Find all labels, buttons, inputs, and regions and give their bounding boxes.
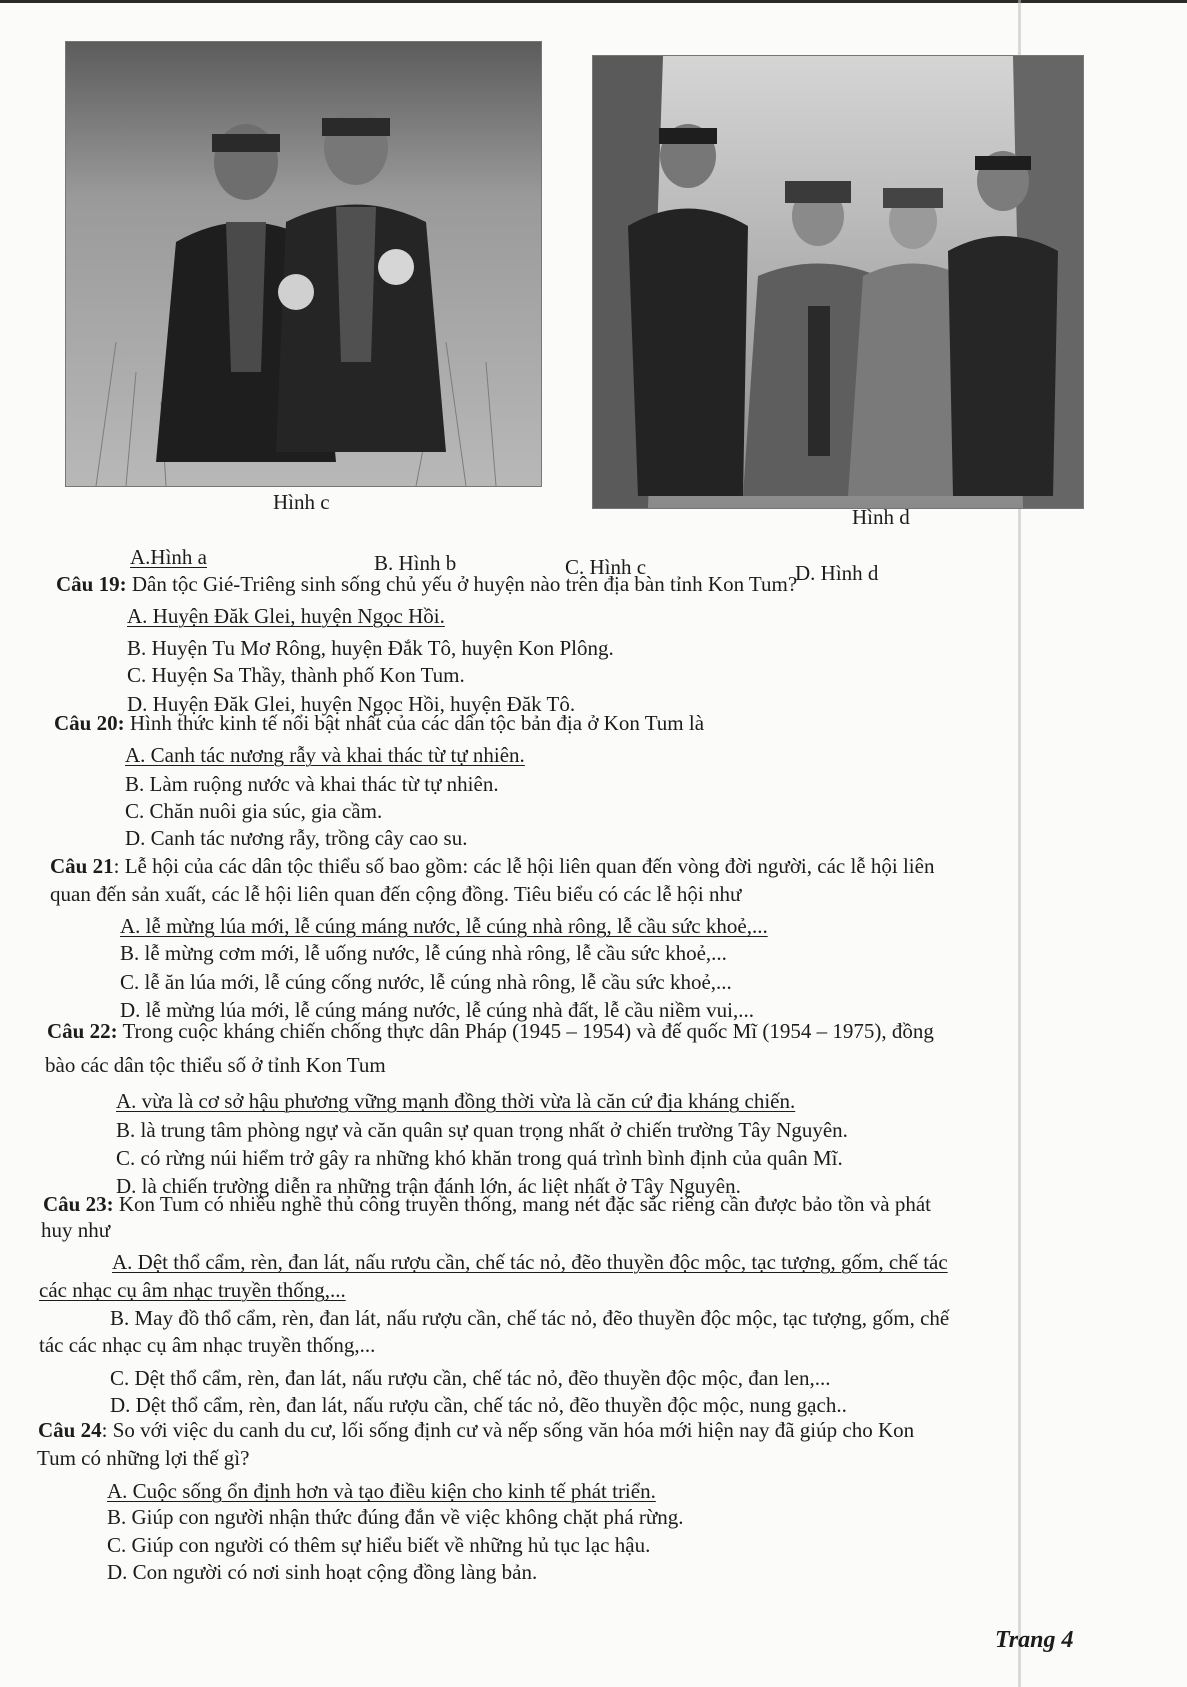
q20-text: Hình thức kinh tế nổi bật nhất của các dân tộc bản địa ở Kon Tum là	[124, 711, 705, 735]
q22-text-1: Trong cuộc kháng chiến chống thực dân Pháp (1945 – 1954) và đế quốc Mĩ (1954 – 1975), đồng	[117, 1019, 934, 1043]
q20-option-a: A. Canh tác nương rẫy và khai thác từ tự nhiên.	[125, 743, 525, 767]
q23-option-d: D. Dệt thổ cẩm, rèn, đan lát, nấu rượu cần, chế tác nỏ, đẽo thuyền độc mộc, nung gạch..	[110, 1393, 847, 1417]
q20-option-d: D. Canh tác nương rẫy, trồng cây cao su.	[125, 826, 468, 850]
q21-label: Câu 21	[50, 854, 114, 878]
q22-option-a: A. vừa là cơ sở hậu phương vững mạnh đồng thời vừa là căn cứ địa kháng chiến.	[116, 1089, 796, 1113]
q24-option-a: A. Cuộc sống ổn định hơn và tạo điều kiện cho kinh tế phát triển.	[107, 1479, 656, 1503]
top-border	[0, 0, 1187, 3]
q24-option-b: B. Giúp con người nhận thức đúng đắn về việc không chặt phá rừng.	[107, 1505, 684, 1529]
q22-option-b: B. là trung tâm phòng ngự và căn quân sự quan trọng nhất ở chiến trường Tây Nguyên.	[116, 1118, 848, 1142]
photo-figure-d	[592, 55, 1084, 509]
q23-stem-line-1	[43, 1192, 931, 1216]
q20-stem	[54, 711, 704, 735]
page-number: Trang 4	[995, 1627, 1074, 1653]
q20-option-c: C. Chăn nuôi gia súc, gia cầm.	[125, 799, 383, 823]
q21-stem-line-1	[50, 854, 934, 878]
q20-label: Câu 20:	[54, 711, 125, 735]
q24-stem-line-1	[38, 1418, 914, 1442]
q21-option-b: B. lễ mừng cơm mới, lễ uống nước, lễ cúng nhà rông, lễ cầu sức khoẻ,...	[120, 941, 727, 965]
q22-label: Câu 22:	[47, 1019, 118, 1043]
q23-option-a-line-2: các nhạc cụ âm nhạc truyền thống,...	[39, 1278, 346, 1302]
q19-label: Câu 19:	[56, 572, 127, 596]
q24-option-c: C. Giúp con người có thêm sự hiểu biết về những hủ tục lạc hậu.	[107, 1533, 651, 1557]
q18-option-c: C. Hình c	[565, 555, 647, 579]
q23-option-c: C. Dệt thổ cẩm, rèn, đan lát, nấu rượu cần, chế tác nỏ, đẽo thuyền độc mộc, đan len,...	[110, 1366, 831, 1390]
q22-option-c: C. có rừng núi hiểm trở gây ra những khó khăn trong quá trình bình định của quân Mĩ.	[116, 1146, 843, 1170]
figure-c-caption: Hình c	[273, 490, 330, 514]
q21-text-1: : Lễ hội của các dân tộc thiểu số bao gồm: các lễ hội liên quan đến vòng đời người, các lễ hội liên	[113, 854, 935, 878]
q19-stem	[56, 572, 797, 596]
q21-option-c: C. lễ ăn lúa mới, lễ cúng cống nước, lễ cúng nhà rông, lễ cầu sức khoẻ,...	[120, 970, 732, 994]
q22-option-d: D. là chiến trường diễn ra những trận đánh lớn, ác liệt nhất ở Tây Nguyên.	[116, 1174, 741, 1198]
q19-option-c: C. Huyện Sa Thầy, thành phố Kon Tum.	[127, 663, 465, 687]
q19-text: Dân tộc Gié-Triêng sinh sống chủ yếu ở huyện nào trên địa bàn tỉnh Kon Tum?	[126, 572, 798, 596]
q22-stem-line-2: bào các dân tộc thiểu số ở tỉnh Kon Tum	[45, 1053, 386, 1077]
q21-option-d: D. lễ mừng lúa mới, lễ cúng máng nước, lễ cúng nhà đất, lễ cầu niềm vui,...	[120, 998, 754, 1022]
q23-option-a-line-1: A. Dệt thổ cẩm, rèn, đan lát, nấu rượu cần, chế tác nỏ, đẽo thuyền độc mộc, tạc tượng, gốm, chế tác	[112, 1250, 948, 1274]
figure-d-caption: Hình d	[852, 505, 910, 529]
q18-option-a: A.Hình a	[130, 545, 207, 569]
q23-option-b-line-2: tác các nhạc cụ âm nhạc truyền thống,...	[39, 1333, 376, 1357]
q23-text-1: Kon Tum có nhiều nghề thủ công truyền thống, mang nét đặc sắc riêng cần được bảo tồn và phát	[113, 1192, 931, 1216]
q21-stem-line-2: quan đến sản xuất, các lễ hội liên quan đến cộng đồng. Tiêu biểu có các lễ hội như	[50, 882, 742, 906]
q24-text-1: : So với việc du canh du cư, lối sống định cư và nếp sống văn hóa mới hiện nay đã giúp cho Kon	[101, 1418, 915, 1442]
q24-option-d: D. Con người có nơi sinh hoạt cộng đồng làng bản.	[107, 1560, 538, 1584]
q24-label: Câu 24	[38, 1418, 102, 1442]
q19-option-a: A. Huyện Đăk Glei, huyện Ngọc Hồi.	[127, 604, 445, 628]
q19-option-d: D. Huyện Đăk Glei, huyện Ngọc Hồi, huyện Đăk Tô.	[127, 692, 576, 716]
q18-option-b: B. Hình b	[374, 551, 457, 575]
photo-figure-c	[65, 41, 542, 487]
q20-option-b: B. Làm ruộng nước và khai thác từ tự nhiên.	[125, 772, 499, 796]
q19-option-b: B. Huyện Tu Mơ Rông, huyện Đắk Tô, huyện Kon Plông.	[127, 636, 614, 660]
q21-option-a: A. lễ mừng lúa mới, lễ cúng máng nước, lễ cúng nhà rông, lễ cầu sức khoẻ,...	[120, 914, 768, 938]
q23-label: Câu 23:	[43, 1192, 114, 1216]
q23-stem-line-2: huy như	[41, 1218, 111, 1242]
q22-stem-line-1	[47, 1019, 934, 1043]
q18-option-d: D. Hình d	[795, 561, 879, 585]
q24-stem-line-2: Tum có những lợi thế gì?	[37, 1446, 250, 1470]
q23-option-b-line-1: B. May đồ thổ cẩm, rèn, đan lát, nấu rượu cần, chế tác nỏ, đẽo thuyền độc mộc, tạc tượng, gốm, chế	[110, 1306, 950, 1330]
